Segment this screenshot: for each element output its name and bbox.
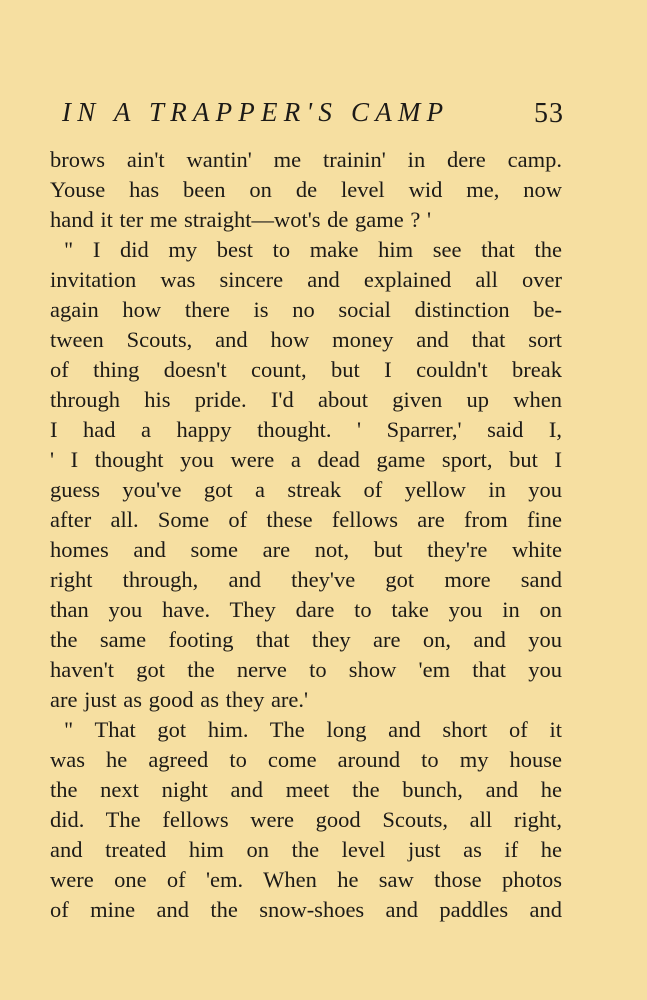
text-line: right through, and they've got more sand: [50, 567, 562, 592]
text-line: the next night and meet the bunch, and he: [50, 777, 562, 802]
text-line: brows ain't wantin' me trainin' in dere camp.: [50, 147, 562, 172]
text-line: " That got him. The long and short of it: [64, 717, 562, 742]
text-line: guess you've got a streak of yellow in you: [50, 477, 562, 502]
text-line: were one of 'em. When he saw those photos: [50, 867, 562, 892]
text-line: did. The fellows were good Scouts, all right,: [50, 807, 562, 832]
text-line: after all. Some of these fellows are from fine: [50, 507, 562, 532]
text-line: again how there is no social distinction be-: [50, 297, 562, 322]
text-line: I had a happy thought. ' Sparrer,' said I,: [50, 417, 562, 442]
text-line: was he agreed to come around to my house: [50, 747, 562, 772]
text-line: the same footing that they are on, and you: [50, 627, 562, 652]
body-text: [50, 145, 562, 925]
text-line: Youse has been on de level wid me, now: [50, 177, 562, 202]
text-line: of mine and the snow-shoes and paddles and: [50, 897, 562, 922]
running-head: [62, 96, 564, 136]
text-line: hand it ter me straight—wot's de game ? ': [50, 207, 432, 232]
page-number: 53: [534, 98, 564, 129]
text-line: and treated him on the level just as if he: [50, 837, 562, 862]
text-line: homes and some are not, but they're white: [50, 537, 562, 562]
text-line: of thing doesn't count, but I couldn't break: [50, 357, 562, 382]
text-line: haven't got the nerve to show 'em that you: [50, 657, 562, 682]
text-line: " I did my best to make him see that the: [64, 237, 562, 262]
text-line: invitation was sincere and explained all over: [50, 267, 562, 292]
text-line: than you have. They dare to take you in on: [50, 597, 562, 622]
text-line: tween Scouts, and how money and that sort: [50, 327, 562, 352]
text-line: through his pride. I'd about given up when: [50, 387, 562, 412]
text-line: are just as good as they are.': [50, 687, 309, 712]
text-line: ' I thought you were a dead game sport, but I: [50, 447, 562, 472]
running-title: IN A TRAPPER'S CAMP: [62, 97, 450, 127]
